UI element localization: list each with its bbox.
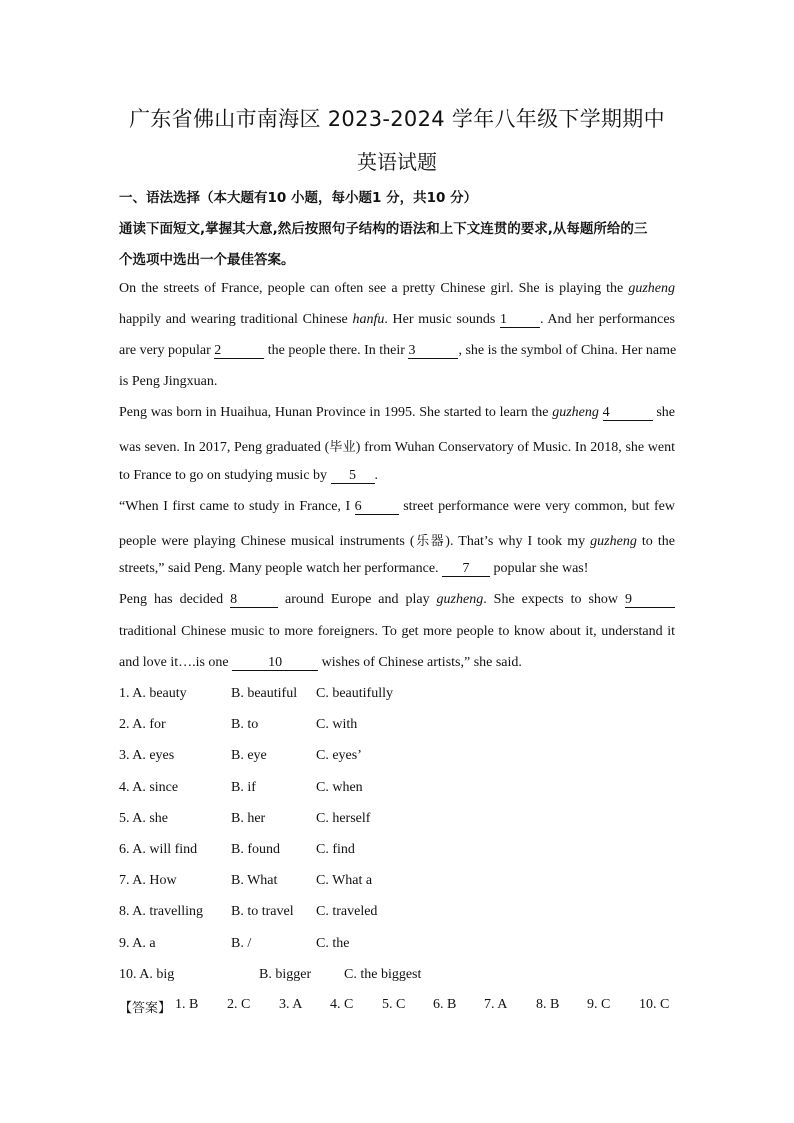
option-b: B. to travel	[231, 904, 294, 919]
option-b: B. beautiful	[231, 686, 298, 701]
option-a: 7. A. How	[119, 873, 177, 888]
option-a: 2. A. for	[119, 717, 166, 732]
option-a: 6. A. will find	[119, 842, 198, 857]
option-b: B. /	[231, 936, 252, 951]
answer-item: 1. B	[175, 997, 199, 1012]
answer-item: 2. C	[227, 997, 251, 1012]
option-a: 3. A. eyes	[119, 748, 175, 763]
italic-term: guzheng	[590, 534, 637, 549]
blank-6: 6	[355, 500, 399, 515]
option-c: C. when	[316, 780, 363, 795]
option-b: B. bigger	[259, 967, 312, 982]
blank-5: 5	[331, 469, 375, 484]
instructions-line-1: 通读下面短文,掌握其大意,然后按照句子结构的语法和上下文连贯的要求,从每题所给的三	[119, 221, 648, 237]
passage-line-13: and love it….is one 10 wishes of Chinese artists,” she said.	[119, 655, 522, 670]
option-c: C. with	[316, 717, 358, 732]
answer-item: 5. C	[382, 997, 406, 1012]
option-a: 10. A. big	[119, 967, 175, 982]
section-heading: 一、语法选择（本大题有10 小题，每小题1 分，共10 分）	[119, 190, 478, 206]
blank-1: 1	[500, 313, 540, 328]
passage-line-1: On the streets of France, people can often see a pretty Chinese girl. She is playing the guzheng	[119, 281, 675, 296]
blank-2: 2	[214, 344, 264, 359]
option-c: C. find	[316, 842, 355, 857]
italic-term: guzheng	[628, 281, 675, 296]
option-b: B. What	[231, 873, 278, 888]
page-title: 广东省佛山市南海区 2023-2024 学年八年级下学期期中	[129, 107, 665, 131]
italic-term: guzheng	[436, 592, 484, 607]
blank-10: 10	[232, 656, 318, 671]
passage-line-11: Peng has decided 8 around Europe and play guzheng. She expects to show 9	[119, 592, 675, 608]
passage-line-4: is Peng Jingxuan.	[119, 374, 218, 389]
answer-item: 9. C	[587, 997, 611, 1012]
answer-item: 10. C	[639, 997, 670, 1012]
option-c: C. traveled	[316, 904, 378, 919]
blank-9: 9	[625, 593, 675, 608]
option-c: C. the	[316, 936, 350, 951]
option-a: 5. A. she	[119, 811, 168, 826]
italic-term: guzheng	[552, 405, 599, 420]
answer-label: 【答案】	[119, 1001, 172, 1016]
answer-item: 8. B	[536, 997, 560, 1012]
instructions-line-2: 个选项中选出一个最佳答案。	[119, 252, 295, 268]
passage-line-2: happily and wearing traditional Chinese hanfu. Her music sounds 1 . And her performances	[119, 312, 675, 327]
option-c: C. What a	[316, 873, 373, 888]
option-a: 9. A. a	[119, 936, 156, 951]
page-subtitle: 英语试题	[357, 150, 437, 174]
option-c: C. eyes’	[316, 748, 362, 763]
passage-line-5: Peng was born in Huaihua, Hunan Province in 1995. She started to learn the guzheng 4 she	[119, 405, 675, 420]
answer-item: 4. C	[330, 997, 354, 1012]
answer-key	[119, 997, 670, 1017]
option-c: C. beautifully	[316, 686, 393, 701]
blank-3: 3	[408, 344, 458, 359]
answer-item: 3. A	[279, 997, 303, 1012]
italic-term: hanfu	[352, 312, 385, 327]
option-b: B. her	[231, 811, 266, 826]
passage-line-3: are very popular 2 the people there. In their 3 , she is the symbol of China. Her name	[119, 343, 677, 358]
passage-line-12: traditional Chinese music to more foreigners. To get more people to know about it, understand it	[119, 624, 675, 639]
option-a: 8. A. travelling	[119, 904, 203, 919]
passage-line-10: streets,” said Peng. Many people watch her performance. 7 popular she was!	[119, 561, 589, 576]
option-c: C. the biggest	[344, 967, 422, 982]
blank-4: 4	[603, 406, 653, 421]
option-a: 1. A. beauty	[119, 686, 187, 701]
option-b: B. if	[231, 780, 256, 795]
passage-line-7: to France to go on studying music by 5 .	[119, 468, 379, 483]
option-b: B. to	[231, 717, 259, 732]
blank-7: 7	[442, 562, 490, 577]
option-a: 4. A. since	[119, 780, 179, 795]
passage-line-6: was seven. In 2017, Peng graduated (毕业) from Wuhan Conservatory of Music. In 2018, she went	[119, 440, 675, 455]
option-c: C. herself	[316, 811, 371, 826]
answer-item: 6. B	[433, 997, 457, 1012]
option-b: B. eye	[231, 748, 267, 763]
passage-line-8: “When I first came to study in France, I 6 street performance were very common, but few	[119, 499, 675, 514]
passage-line-9: people were playing Chinese musical instruments (乐器). That’s why I took my guzheng to the	[119, 534, 675, 549]
answer-item: 7. A	[484, 997, 508, 1012]
blank-8: 8	[230, 593, 278, 608]
option-b: B. found	[231, 842, 280, 857]
